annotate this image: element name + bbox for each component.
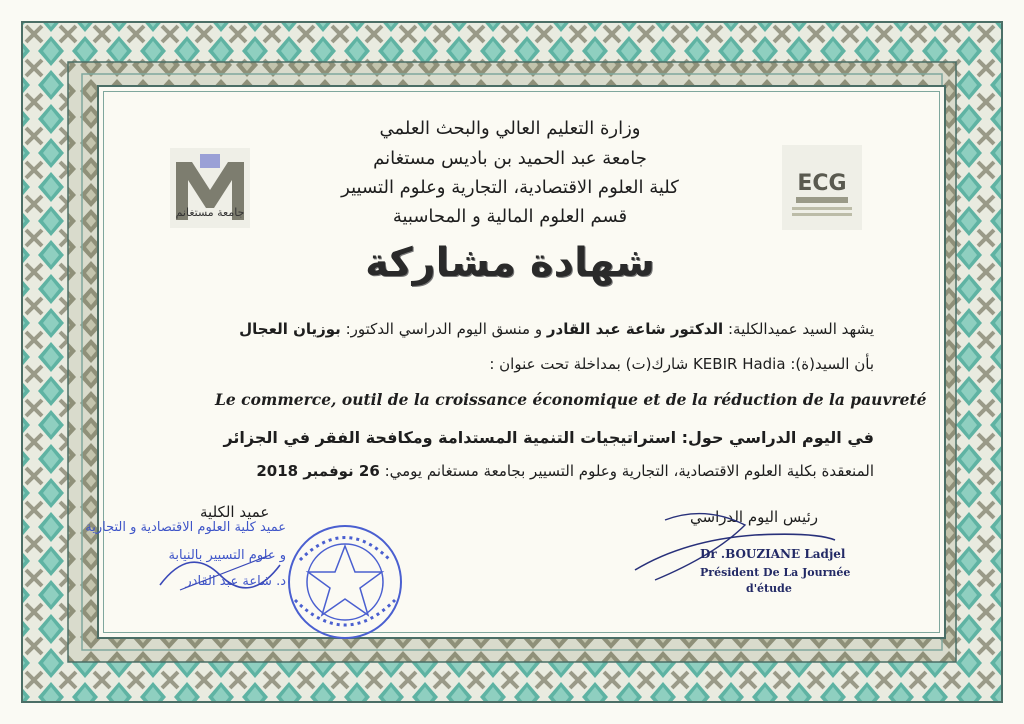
dean-label: عميد الكلية xyxy=(200,503,270,521)
faculty-logo xyxy=(782,145,862,230)
certificate-title: شهادة مشاركة xyxy=(365,240,655,286)
dean-stamp-line-3: د. شاعة عبد القادر xyxy=(185,574,286,589)
university-name: جامعة عبد الحميد بن باديس مستغانم xyxy=(373,148,647,169)
faculty-name: كلية العلوم الاقتصادية، التجارية وعلوم التسيير xyxy=(341,177,679,198)
line1-prefix: يشهد السيد عميدالكلية: xyxy=(727,320,874,338)
president-label: رئيس اليوم الدراسي xyxy=(690,508,818,526)
dean-name: الدكتور شاعة عبد القادر xyxy=(546,320,724,338)
held-at: المنعقدة بكلية العلوم الاقتصادية، التجارية وعلوم التسيير بجامعة مستغانم يومي: xyxy=(384,462,874,480)
line2-suffix: شارك(ت) بمداخلة تحت عنوان : xyxy=(489,355,689,373)
president-title-2: d'étude xyxy=(746,582,792,595)
dean-stamp-line-2: و علوم التسيير بالنيابة xyxy=(168,548,286,563)
attestation-line xyxy=(239,320,874,338)
president-name: Dr .BOUZIANE Ladjel xyxy=(700,547,846,561)
event-date: 26 نوفمبر 2018 xyxy=(256,462,380,480)
dean-stamp-line-1: عميد كلية العلوم الاقتصادية و التجارية xyxy=(85,520,286,535)
line2-prefix: بأن السيد(ة): xyxy=(790,355,874,373)
study-day: في اليوم الدراسي حول: استراتيجيات التنمية المستدامة ومكافحة الفقر في الجزائر xyxy=(223,428,874,447)
coordinator-name: بوزيان العجال xyxy=(239,320,341,338)
participant-name: KEBIR Hadia xyxy=(692,355,786,373)
university-logo xyxy=(170,148,250,228)
held-at-line xyxy=(256,462,874,480)
dean-signature xyxy=(150,535,300,605)
faculty-logo-text: ECG xyxy=(797,171,847,196)
president-title-1: Président De La Journée xyxy=(700,566,851,579)
line1-mid: و منسق اليوم الدراسي الدكتور: xyxy=(345,320,543,338)
department-name: قسم العلوم المالية و المحاسبية xyxy=(392,206,628,227)
university-logo-text: جامعة مستغانم xyxy=(175,206,245,219)
participant-line xyxy=(489,355,874,373)
ministry-name: وزارة التعليم العالي والبحث العلمي xyxy=(379,118,641,139)
talk-title: Le commerce, outil de la croissance économique et de la réduction de la pauvreté xyxy=(215,390,927,409)
